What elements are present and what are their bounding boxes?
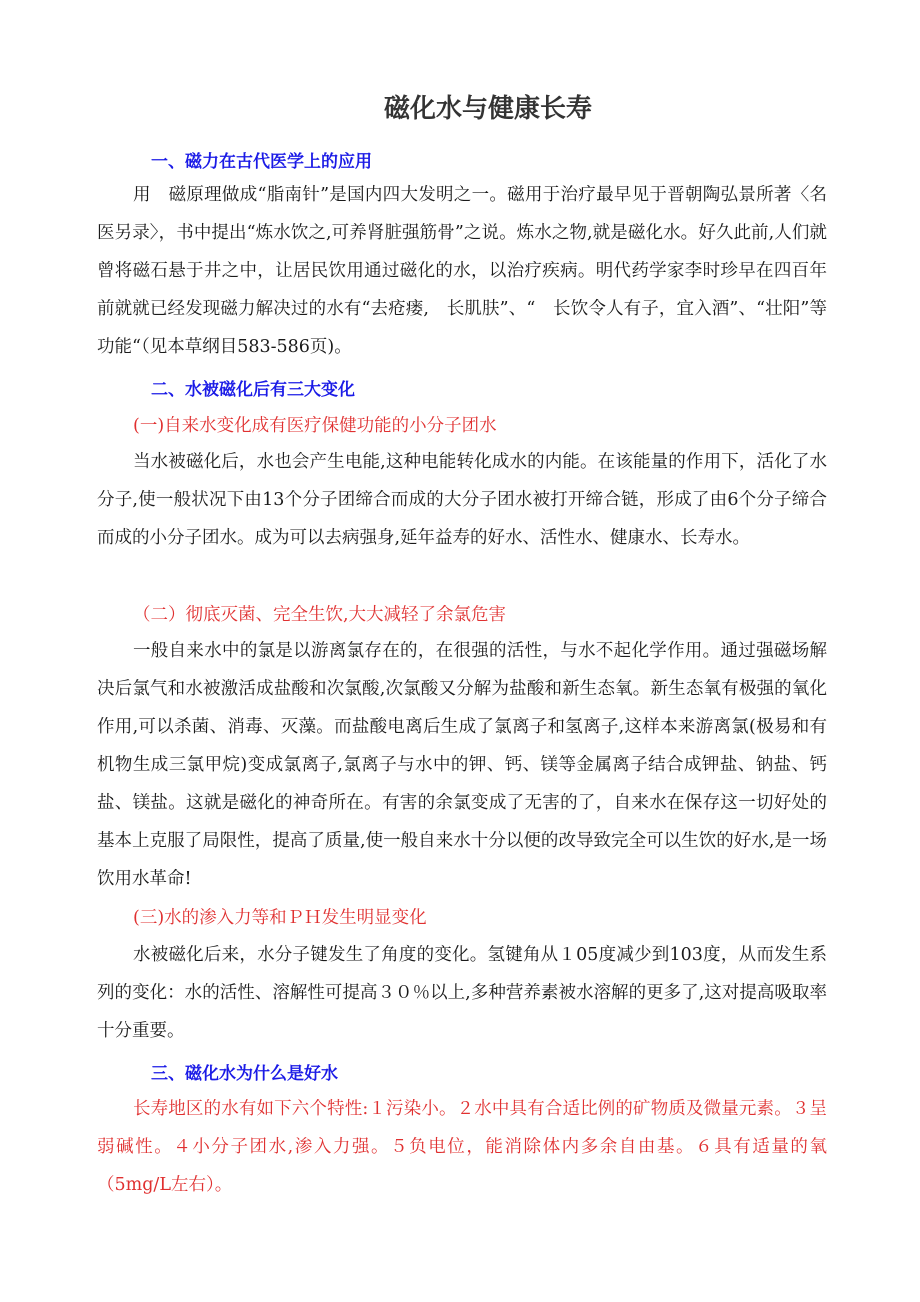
subsection-3-heading: (三)水的渗入力等和ＰＨ发生明显变化 (133, 908, 427, 928)
subsection-1-paragraph: 当水被磁化后，水也会产生电能,这种电能转化成水的内能。在该能量的作用下，活化了水分子,使一般状况下由13个分子团缔合而成的大分子团水被打开缔合链，形成了由6个分子缔合而成的小分子团水。成为可以去病强身,延年益寿的好水、活性水、健康水、长寿水。 (97, 452, 827, 548)
subsection-1-heading: (一)自来水变化成有医疗保健功能的小分子团水 (133, 416, 497, 436)
section-1-paragraph: 用 磁原理做成“脂南针”是国内四大发明之一。磁用于治疗最早见于晋朝陶弘景所著〈名医另录〉，书中提出“炼水饮之,可养肾脏强筋骨”之说。炼水之物,就是磁化水。好久此前,人们就曾将磁石悬于井之中，让居民饮用通过磁化的水，以治疗疾病。明代药学家李时珍早在四百年前就就已经发现磁力解决过的水有“去疮瘘, 长肌肤”、“ 长饮令人有子，宜入酒”、“壮阳”等功能“（见本草纲目583-586页)。 (97, 185, 827, 357)
subsection-3-paragraph: 水被磁化后来，水分子键发生了角度的变化。氢键角从１05度减少到103度，从而发生系列的变化：水的活性、溶解性可提高３０％以上,多种营养素被水溶解的更多了,这对提高吸取率十分重要。 (97, 945, 827, 1041)
section-1-heading: 一、磁力在古代医学上的应用 (151, 152, 372, 172)
section-3-paragraph: 长寿地区的水有如下六个特性:１污染小。２水中具有合适比例的矿物质及微量元素。３呈弱碱性。４小分子团水,渗入力强。５负电位，能消除体内多余自由基。６具有适量的氧（5mg/L左右）。 (97, 1099, 827, 1195)
section-3-heading: 三、磁化水为什么是好水 (151, 1064, 338, 1084)
subsection-2-paragraph: 一般自来水中的氯是以游离氯存在的，在很强的活性，与水不起化学作用。通过强磁场解决后氯气和水被激活成盐酸和次氯酸,次氯酸又分解为盐酸和新生态氧。新生态氧有极强的氧化作用,可以杀菌、消毒、灭藻。而盐酸电离后生成了氯离子和氢离子,这样本来游离氯(极易和有机物生成三氯甲烷)变成氯离子,氯离子与水中的钾、钙、镁等金属离子结合成钾盐、钠盐、钙盐、镁盐。这就是磁化的神奇所在。有害的余氯变成了无害的了，自来水在保存这一切好处的基本上克服了局限性，提高了质量,使一般自来水十分以便的改导致完全可以生饮的好水,是一场饮用水革命! (97, 641, 827, 889)
document-title: 磁化水与健康长寿 (383, 94, 592, 124)
subsection-2-heading: （二）彻底灭菌、完全生饮,大大减轻了余氯危害 (133, 605, 507, 625)
section-2-heading: 二、水被磁化后有三大变化 (151, 380, 355, 400)
